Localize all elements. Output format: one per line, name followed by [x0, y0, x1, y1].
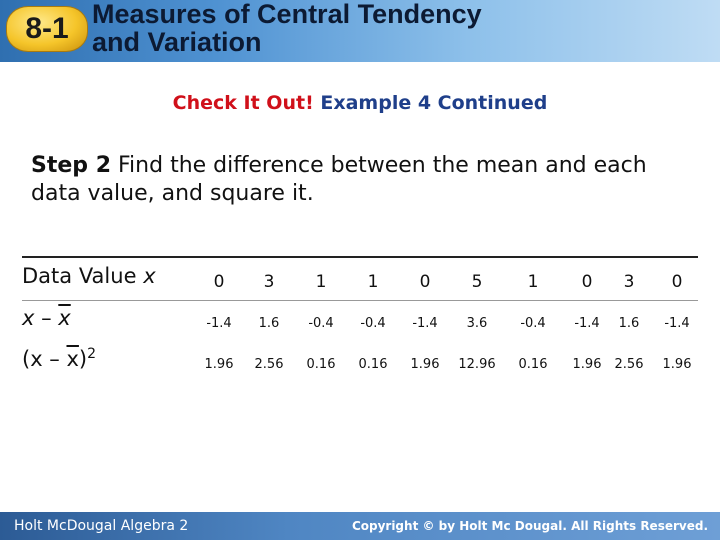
table-cell: 1.96: [662, 357, 692, 372]
row-label-squared-deviation: [22, 346, 192, 384]
table-cell: 1: [527, 272, 539, 292]
header-bar: [0, 0, 720, 62]
row-label-open: (x –: [22, 347, 67, 371]
table-cell: -0.4: [308, 316, 334, 331]
row-label-exponent: 2: [87, 346, 97, 362]
table-cell: 0.16: [518, 357, 548, 372]
table-cell: 3: [623, 272, 635, 292]
table-cell: -1.4: [664, 316, 690, 331]
row-label-minus: –: [34, 306, 59, 330]
data-table: [22, 256, 698, 382]
table-cell: 12.96: [458, 357, 496, 372]
row-label-var: x: [143, 264, 156, 288]
table-cell: -1.4: [574, 316, 600, 331]
table-cell: 2.56: [614, 357, 644, 372]
title-line-2: and Variation: [92, 27, 262, 57]
table-cell: 0.16: [358, 357, 388, 372]
row-label-data-value: [22, 264, 192, 302]
table-cell: 1.96: [204, 357, 234, 372]
footer-publisher: Holt McDougal Algebra 2: [14, 518, 189, 534]
step-label: Step 2: [31, 153, 111, 178]
table-cell: -1.4: [206, 316, 232, 331]
table-cell: 1.6: [258, 316, 280, 331]
table-cell: 1.6: [618, 316, 640, 331]
row-label-mean-x: $\overline{x}$: [58, 306, 71, 330]
table-cell: 1: [315, 272, 327, 292]
subtitle-check-it-out: Check It Out!: [172, 92, 314, 114]
step-text: Find the difference between the mean and each data value, and square it.: [31, 153, 647, 206]
table-cell: 0: [213, 272, 225, 292]
row-label-var-x: x: [22, 306, 35, 330]
table-cell: 0.16: [306, 357, 336, 372]
table-cell: -0.4: [520, 316, 546, 331]
table-cell: 1.96: [410, 357, 440, 372]
step-instruction: [31, 152, 691, 208]
row-label-mean-x: $\overline{x}$: [66, 347, 79, 371]
table-cell: 1: [367, 272, 379, 292]
table-cell: -0.4: [360, 316, 386, 331]
row-label-prefix: Data Value: [22, 264, 137, 288]
table-cell: 0: [581, 272, 593, 292]
table-cell: 2.56: [254, 357, 284, 372]
table-cell: 0: [671, 272, 683, 292]
subtitle-example: Example 4 Continued: [320, 92, 548, 114]
table-cell: -1.4: [412, 316, 438, 331]
title-line-1: Measures of Central Tendency: [92, 0, 482, 29]
table-cell: 5: [471, 272, 483, 292]
page-title: [92, 0, 592, 56]
row-label-deviation: [22, 306, 192, 344]
slide-subtitle: [0, 92, 720, 114]
table-cell: 3: [263, 272, 275, 292]
footer-copyright: Copyright © by Holt Mc Dougal. All Rights Reserved.: [351, 519, 708, 533]
footer-bar: [0, 512, 720, 540]
table-cell: 3.6: [466, 316, 488, 331]
row-label-close: ): [78, 347, 88, 371]
table-cell: 1.96: [572, 357, 602, 372]
table-cell: 0: [419, 272, 431, 292]
lesson-badge: 8-1: [6, 6, 88, 52]
